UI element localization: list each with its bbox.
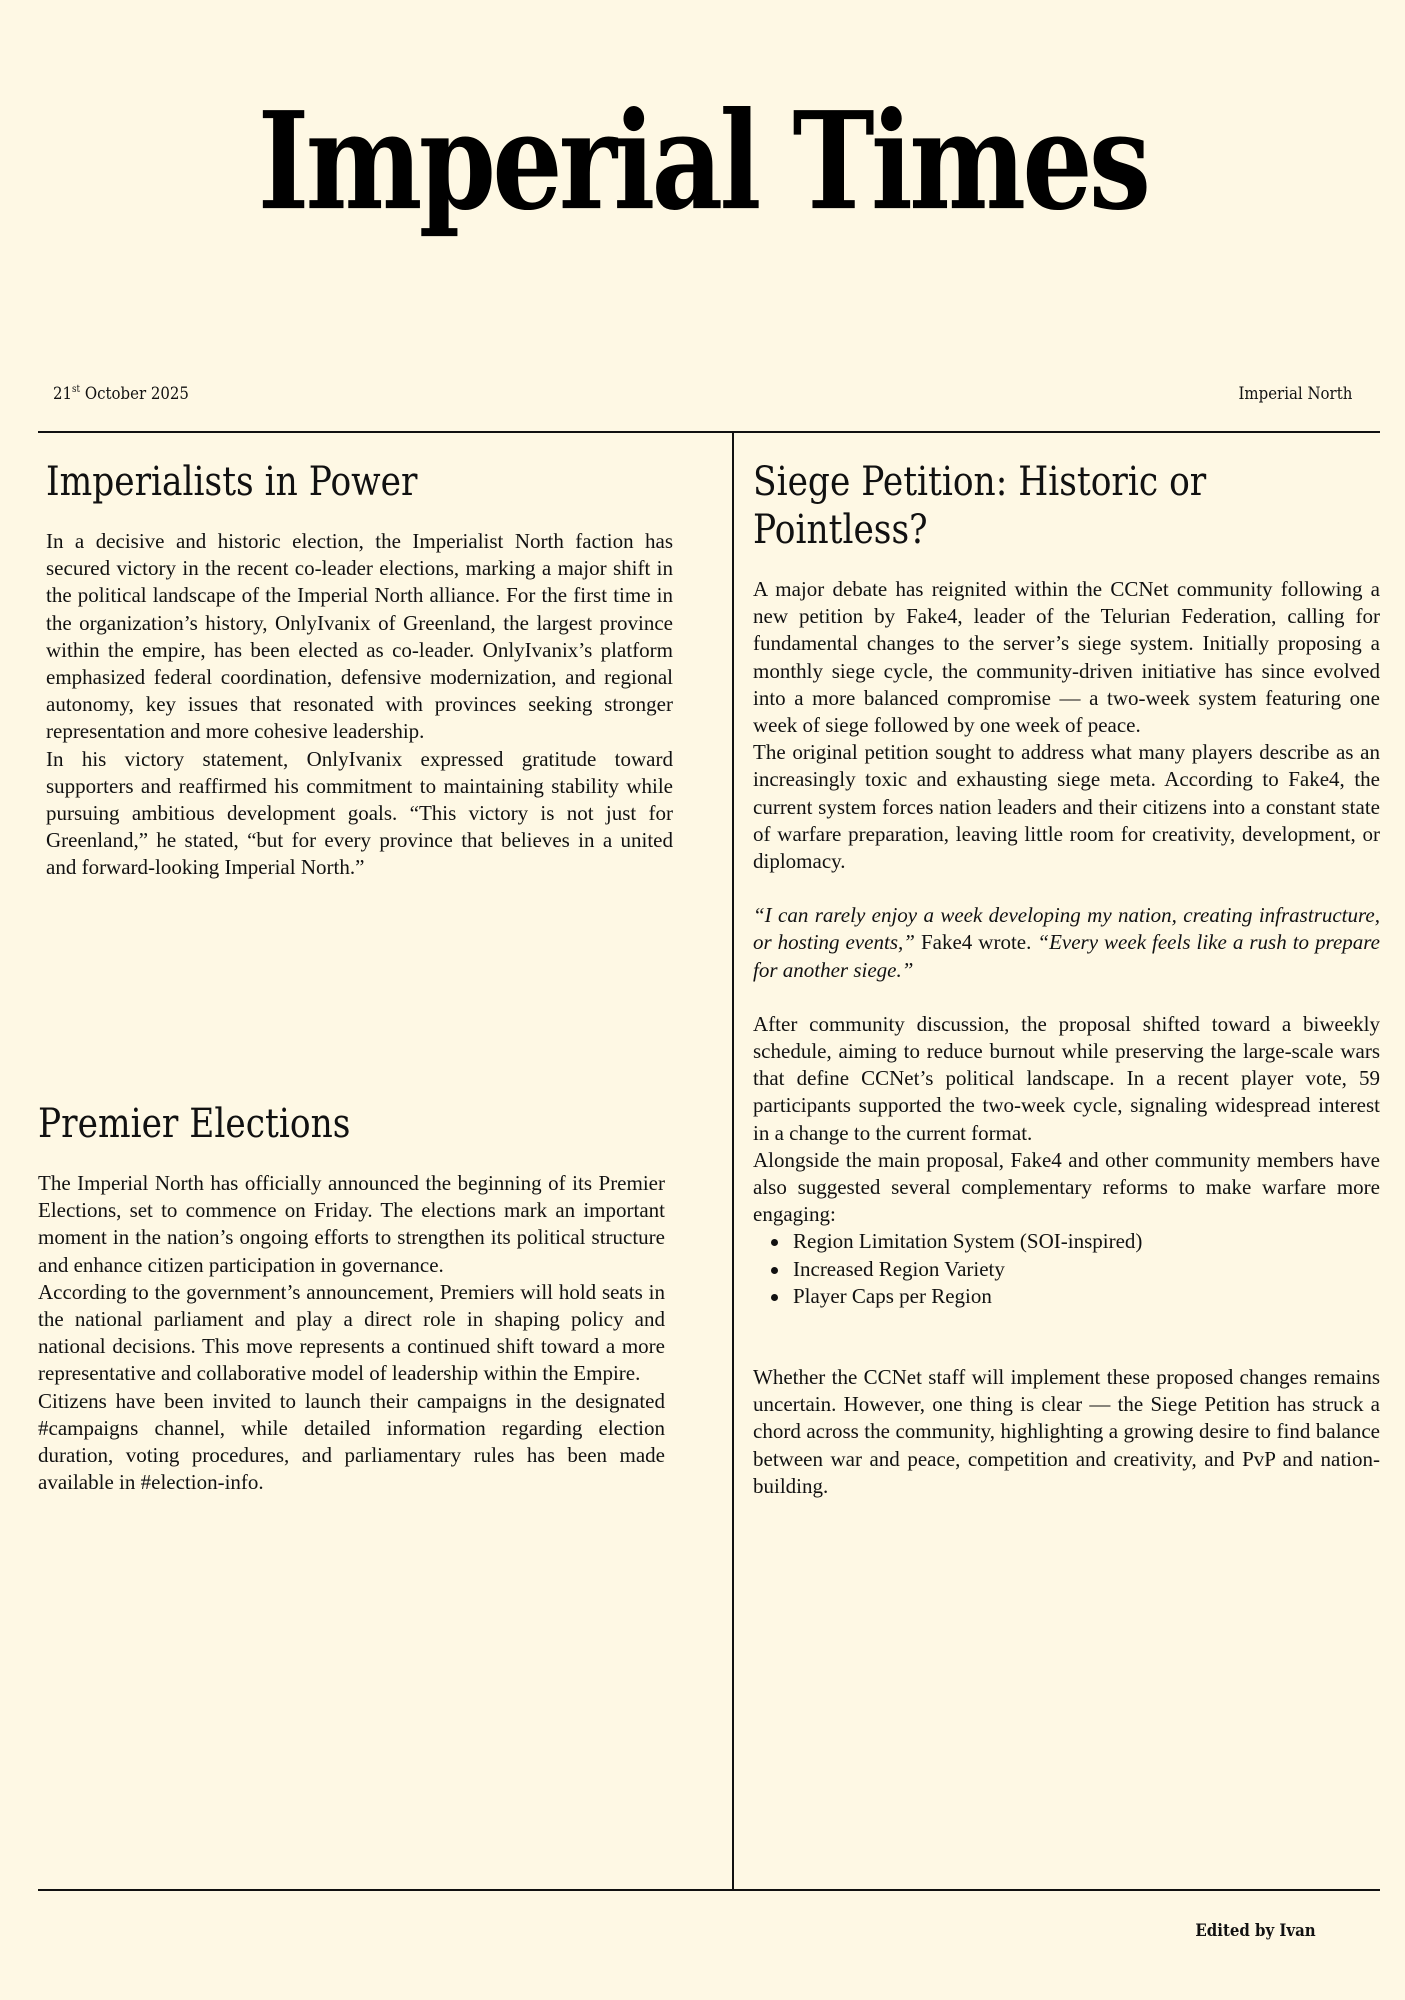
quote-part-2: “Every week feels like a rush to prepare for another siege.” [753, 930, 1381, 982]
article-paragraph: In his victory statement, OnlyIvanix expressed gratitude toward supporters and reaffirmed his commitment to maintaining stability while pursuing ambitious development goals. “This victory is not just for Greenland,” he stated, “but for every province that believes in a united and forward-looking Imperial North.” [46, 746, 673, 880]
issue-month-year: October 2025 [80, 384, 189, 404]
article-paragraph: The original petition sought to address what many players describe as an increasingly toxic and exhausting siege meta. According to Fake4, the current system forces nation leaders and their citizens into a constant state of warfare preparation, leaving little room for creativity, development, or diplomacy. [753, 740, 1380, 874]
article-paragraph: According to the government’s announcement, Premiers will hold seats in the national parliament and play a direct role in shaping policy and national decisions. This move represents a continued shift toward a more representative and collaborative model of leadership within the Empire. [38, 1279, 665, 1386]
paragraph-spacer [753, 1310, 1380, 1364]
masthead [0, 82, 1405, 241]
bullet-icon [771, 1267, 778, 1274]
reform-label: Region Limitation System (SOI-inspired) [793, 1229, 1143, 1254]
editor-credit: Edited by Ivan [1195, 1921, 1316, 1941]
pull-quote [753, 902, 1380, 984]
newspaper-title: Imperial Times [257, 82, 1148, 241]
column-divider [732, 432, 734, 1889]
article-siege-petition [753, 458, 1380, 1500]
reform-item [753, 1283, 1380, 1310]
publication-name: Imperial North [1238, 384, 1352, 404]
article-headline: Premier Elections [38, 1101, 351, 1147]
article-paragraph: A major debate has reignited within the CCNet community following a new petition by Fake4, leader of the Telurian Federation, calling for fundamental changes to the server’s siege system. Initially proposing a monthly siege cycle, the community-driven initiative has since evolved into a more balanced compromise — a two-week system featuring one week of siege followed by one week of peace. [753, 577, 1380, 738]
article-body [753, 576, 1380, 1500]
article-body [46, 528, 673, 882]
article-paragraph: Alongside the main proposal, Fake4 and other community members have also suggested several complementary reforms to make warfare more engaging: [753, 1147, 1380, 1227]
quote-part-1: “I can rarely enjoy a week developing my nation, creating infrastructure, or hosting events,” [753, 903, 1380, 955]
paragraph-spacer [753, 875, 1380, 902]
article-paragraph: Citizens have been invited to launch their campaigns in the designated #campaigns channel, while detailed information regarding election duration, voting procedures, and parliamentary rules has been made available in #election-info. [38, 1388, 665, 1495]
reform-label: Player Caps per Region [793, 1283, 992, 1308]
reforms-list [753, 1228, 1380, 1310]
article-body [38, 1170, 665, 1496]
quote-attribution: Fake4 wrote. [914, 930, 1038, 955]
reform-item [753, 1256, 1380, 1283]
issue-day: 21 [53, 384, 73, 404]
reform-item [753, 1228, 1380, 1255]
bullet-icon [771, 1239, 778, 1246]
bullet-icon [771, 1294, 778, 1301]
paragraph-spacer [753, 984, 1380, 1011]
bottom-rule-divider [38, 1889, 1380, 1891]
article-headline: Imperialists in Power [46, 459, 418, 505]
article-paragraph: After community discussion, the proposal shifted toward a biweekly schedule, aiming to reduce burnout while preserving the large-scale wars that define CCNet’s political landscape. In a recent player vote, 59 participants supported the two-week cycle, signaling widespread interest in a change to the current format. [753, 1011, 1380, 1145]
article-imperialists-in-power [46, 458, 673, 882]
article-paragraph: In a decisive and historic election, the Imperialist North faction has secured victory in the recent co-leader elections, marking a major shift in the political landscape of the Imperial North alliance. For the first time in the organization’s history, OnlyIvanix of Greenland, the largest province within the empire, has been elected as co-leader. OnlyIvanix’s platform emphasized federal coordination, defensive modernization, and regional autonomy, key issues that resonated with provinces seeking stronger representation and more cohesive leadership. [46, 529, 673, 744]
article-headline: Siege Petition: Historic or Pointless? [753, 459, 1207, 553]
article-conclusion: Whether the CCNet staff will implement these proposed changes remains uncertain. However, one thing is clear — the Siege Petition has struck a chord across the community, highlighting a growing desire to find balance between war and peace, competition and creativity, and PvP and nation-building. [753, 1365, 1380, 1498]
reform-label: Increased Region Variety [793, 1256, 1005, 1281]
article-premier-elections [38, 1100, 665, 1496]
issue-date [53, 384, 189, 404]
issue-day-suffix: st [72, 384, 81, 395]
top-rule-divider [38, 431, 1380, 433]
article-paragraph: The Imperial North has officially announced the beginning of its Premier Elections, set to commence on Friday. The elections mark an important moment in the nation’s ongoing efforts to strengthen its political structure and enhance citizen participation in governance. [38, 1171, 665, 1277]
